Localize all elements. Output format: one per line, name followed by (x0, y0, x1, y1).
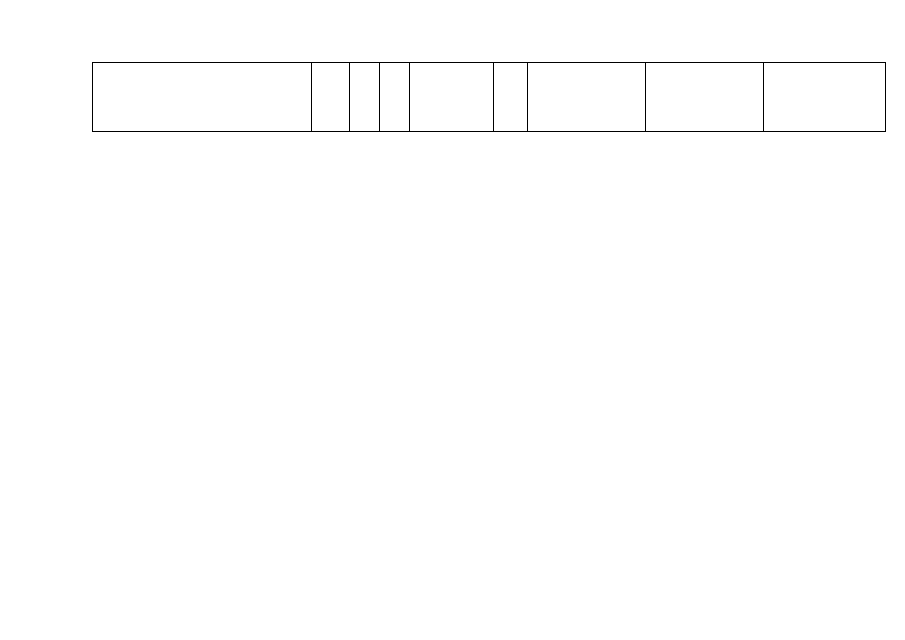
header-rz (349, 63, 379, 131)
header-csr (409, 63, 493, 131)
header-name (93, 63, 311, 131)
header-budget (527, 63, 645, 131)
header-deviation (763, 63, 885, 131)
header-vr (493, 63, 527, 131)
header-executed (645, 63, 763, 131)
header-pr (379, 63, 409, 131)
header-ved (311, 63, 349, 131)
table-header (92, 62, 886, 132)
